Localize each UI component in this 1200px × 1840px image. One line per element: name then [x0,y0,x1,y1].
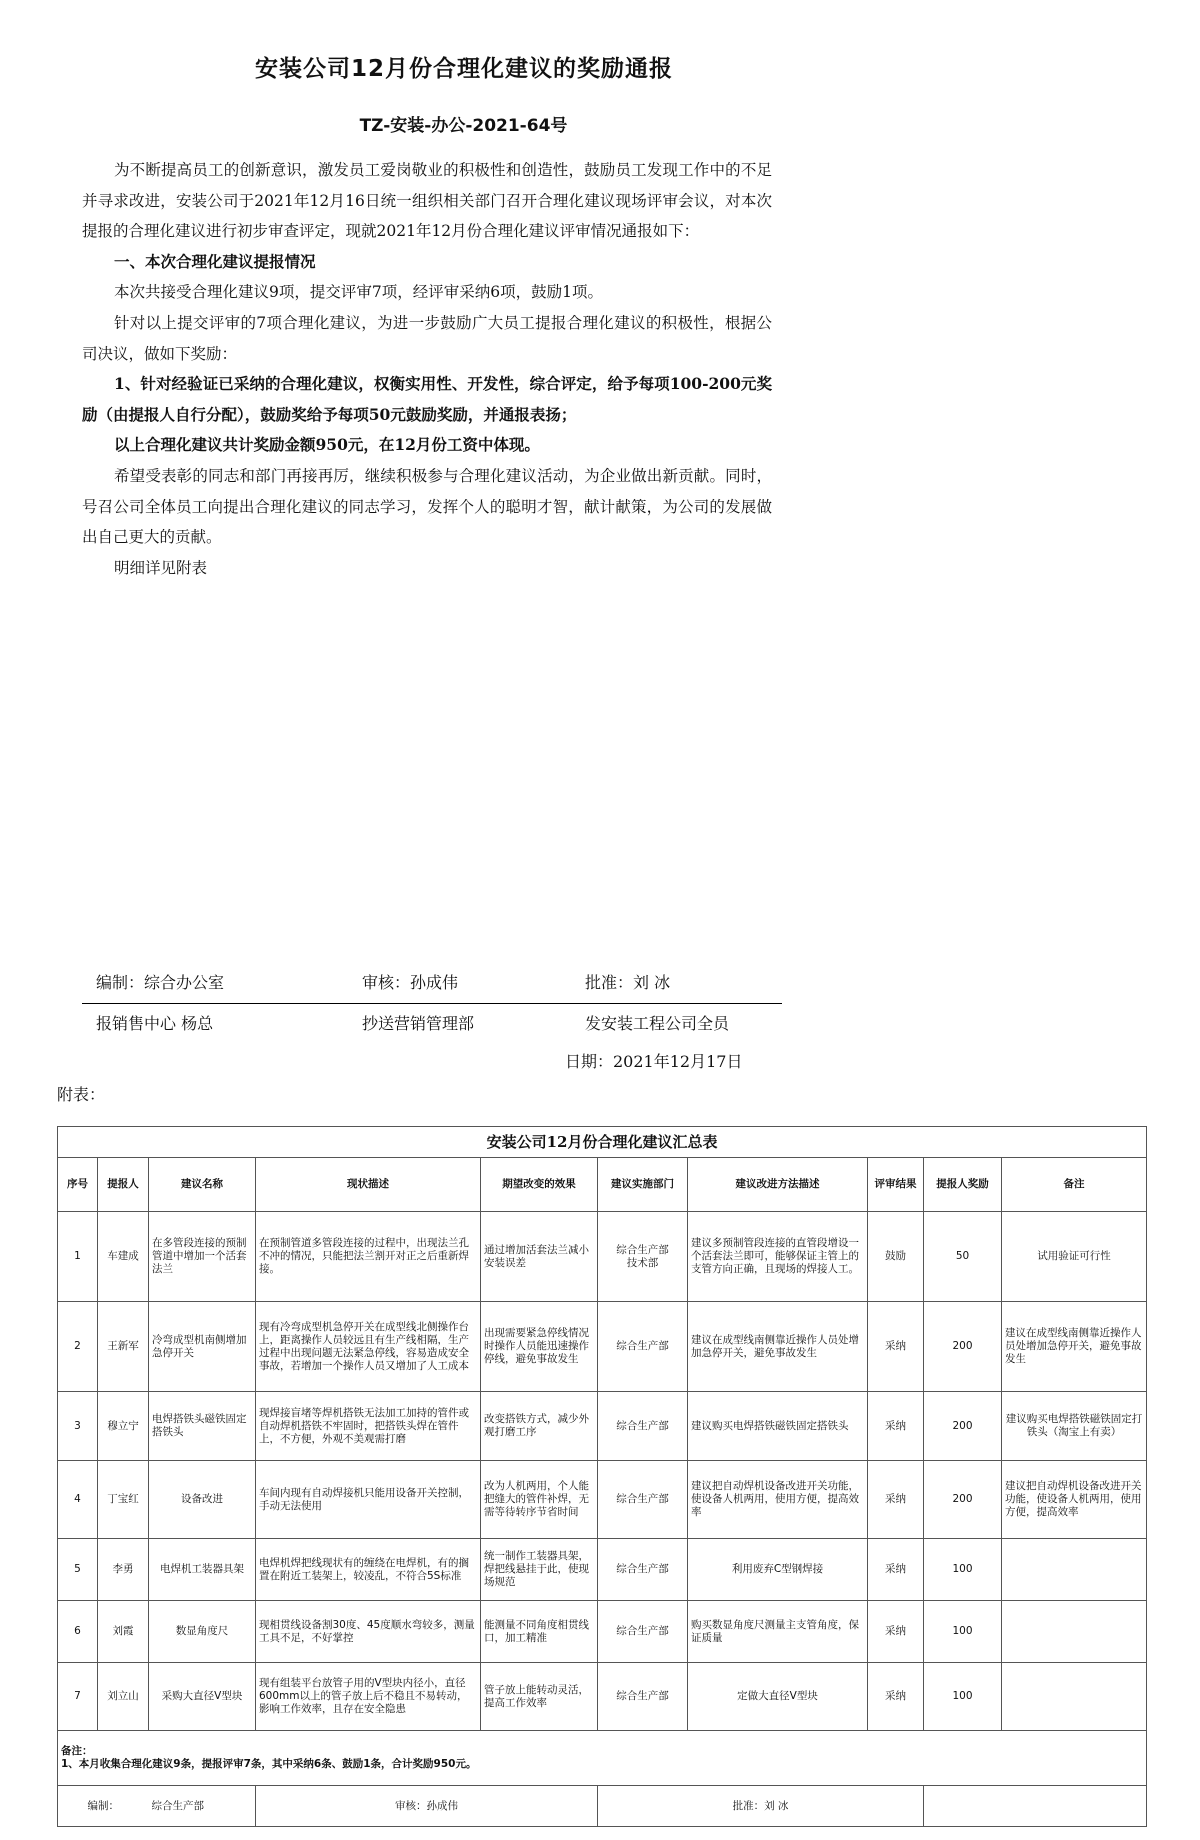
footer-editor-label: 编制： [58,1786,149,1827]
column-header: 现状描述 [256,1158,481,1212]
table-header-row [58,1158,1147,1212]
cell-status: 车间内现有自动焊接机只能用设备开关控制，手动无法使用 [256,1461,481,1539]
document-title: 安装公司12月份合理化建议的奖励通报 [254,56,673,82]
cell-no: 7 [58,1663,98,1731]
cell-no: 1 [58,1212,98,1302]
reviewer-text: 审核：孙成伟 [362,973,459,992]
summary-table [57,1126,1147,1827]
cell-dept: 综合生产部 [598,1461,688,1539]
cell-remark [1002,1539,1147,1601]
cell-reward: 100 [924,1601,1002,1663]
document-body [82,155,772,583]
cell-dept: 综合生产部 [598,1392,688,1461]
paragraph: 明细详见附表 [114,558,208,577]
cell-person: 丁宝红 [98,1461,149,1539]
appendix-label: 附表： [57,1085,106,1104]
table-row [58,1392,1147,1461]
notes-label: 备注： [61,1745,93,1757]
table-title: 安装公司12月份合理化建议汇总表 [58,1127,1147,1158]
cell-dept: 综合生产部 [598,1302,688,1392]
cell-no: 5 [58,1539,98,1601]
copy-to-text: 抄送营销管理部 [362,1014,475,1033]
cell-result: 采纳 [868,1392,924,1461]
cell-effect: 通过增加活套法兰减小安装误差 [481,1212,598,1302]
send-to-text: 发安装工程公司全员 [585,1014,730,1033]
table-row [58,1663,1147,1731]
cell-name: 数显角度尺 [149,1601,256,1663]
document-number: TZ-安装-办公-2021-64号 [359,116,568,136]
cell-name: 在多管段连接的预制管道中增加一个活套法兰 [149,1212,256,1302]
cell-effect: 出现需要紧急停线情况时操作人员能迅速操作停线，避免事故发生 [481,1302,598,1392]
cell-result: 采纳 [868,1601,924,1663]
cell-status: 现焊接盲堵等焊机搭铁无法加工加持的管件或自动焊机搭铁不牢固时，把搭铁头焊在管件上，不方便，外观不美观需打磨 [256,1392,481,1461]
table-notes-row [58,1731,1147,1786]
cell-method: 建议多预制管段连接的直管段增设一个活套法兰即可，能够保证主管上的支管方向正确，且现场的焊接人工。 [688,1212,868,1302]
cell-method: 定做大直径V型块 [688,1663,868,1731]
paragraph: 希望受表彰的同志和部门再接再厉，继续积极参与合理化建议活动，为企业做出新贡献。同时，号召公司全体员工向提出合理化建议的同志学习，发挥个人的聪明才智，献计献策，为公司的发展做出自己更大的贡献。 [82,466,772,547]
cell-result: 采纳 [868,1539,924,1601]
footer-editor-value: 综合生产部 [149,1786,256,1827]
cell-name: 电焊机工装器具架 [149,1539,256,1601]
cell-effect: 改变搭铁方式，减少外观打磨工序 [481,1392,598,1461]
column-header: 建议改进方法描述 [688,1158,868,1212]
footer-approver: 批准：刘 冰 [598,1786,924,1827]
approver-text: 批准：刘 冰 [585,973,671,992]
cell-no: 2 [58,1302,98,1392]
cell-remark [1002,1601,1147,1663]
cell-person: 王新军 [98,1302,149,1392]
cell-dept: 综合生产部 技术部 [598,1212,688,1302]
cell-remark: 建议购买电焊搭铁磁铁固定打铁头（淘宝上有卖） [1002,1392,1147,1461]
cell-effect: 管子放上能转动灵活，提高工作效率 [481,1663,598,1731]
cell-remark [1002,1663,1147,1731]
cell-status: 现相贯线设备割30度、45度顺水弯较多，测量工具不足，不好掌控 [256,1601,481,1663]
cell-reward: 100 [924,1663,1002,1731]
cell-no: 4 [58,1461,98,1539]
report-to-text: 报销售中心 杨总 [96,1014,214,1033]
cell-no: 6 [58,1601,98,1663]
footer-blank [924,1786,1147,1827]
column-header: 提报人奖励 [924,1158,1002,1212]
cell-person: 穆立宁 [98,1392,149,1461]
cell-reward: 50 [924,1212,1002,1302]
paragraph: 本次共接受合理化建议9项，提交评审7项，经评审采纳6项，鼓励1项。 [114,283,603,302]
cell-status: 电焊机焊把线现状有的缠绕在电焊机，有的搁置在附近工装架上，较凌乱，不符合5S标准 [256,1539,481,1601]
column-header: 备注 [1002,1158,1147,1212]
column-header: 提报人 [98,1158,149,1212]
cell-status: 现有冷弯成型机急停开关在成型线北侧操作台上，距离操作人员较远且有生产线相隔，生产过程中出现问题无法紧急停线，容易造成安全事故，若增加一个操作人员又增加了人工成本 [256,1302,481,1392]
cell-effect: 统一制作工装器具架，焊把线悬挂于此，使现场规范 [481,1539,598,1601]
cell-remark: 试用验证可行性 [1002,1212,1147,1302]
notes-text: 1、本月收集合理化建议9条，提报评审7条，其中采纳6条、鼓励1条，合计奖励950元。 [61,1758,477,1770]
cell-dept: 综合生产部 [598,1539,688,1601]
cell-effect: 能测量不同角度相贯线口，加工精准 [481,1601,598,1663]
document-date: 日期：2021年12月17日 [565,1052,743,1071]
signoff-divider [82,1003,782,1004]
total-paragraph: 以上合理化建议共计奖励金额950元，在12月份工资中体现。 [114,435,540,455]
cell-person: 车建成 [98,1212,149,1302]
cell-name: 电焊搭铁头磁铁固定搭铁头 [149,1392,256,1461]
cell-remark: 建议在成型线南侧靠近操作人员处增加急停开关，避免事故发生 [1002,1302,1147,1392]
table-row [58,1461,1147,1539]
cell-result: 采纳 [868,1302,924,1392]
footer-reviewer: 审核：孙成伟 [256,1786,598,1827]
table-row [58,1601,1147,1663]
cell-result: 采纳 [868,1461,924,1539]
cell-method: 建议购买电焊搭铁磁铁固定搭铁头 [688,1392,868,1461]
cell-method: 利用废弃C型钢焊接 [688,1539,868,1601]
column-header: 建议实施部门 [598,1158,688,1212]
cell-name: 冷弯成型机南侧增加急停开关 [149,1302,256,1392]
cell-reward: 100 [924,1539,1002,1601]
table-footer-row [58,1786,1147,1827]
cell-result: 鼓励 [868,1212,924,1302]
table-row [58,1539,1147,1601]
cell-person: 刘霞 [98,1601,149,1663]
cell-effect: 改为人机两用，个人能把缝大的管件补焊，无需等待转序节省时间 [481,1461,598,1539]
column-header: 期望改变的效果 [481,1158,598,1212]
intro-paragraph: 为不断提高员工的创新意识，激发员工爱岗敬业的积极性和创造性，鼓励员工发现工作中的不足并寻求改进，安装公司于2021年12月16日统一组织相关部门召开合理化建议现场评审会议，对本次提报的合理化建议进行初步审查评定，现就2021年12月份合理化建议评审情况通报如下： [82,161,772,241]
cell-no: 3 [58,1392,98,1461]
editor-text: 编制：综合办公室 [96,973,225,992]
cell-reward: 200 [924,1461,1002,1539]
notes-cell [58,1731,1147,1786]
table-row [58,1212,1147,1302]
cell-name: 采购大直径V型块 [149,1663,256,1731]
paragraph: 针对以上提交评审的7项合理化建议，为进一步鼓励广大员工提报合理化建议的积极性，根据公司决议，做如下奖励： [82,313,772,363]
table-row [58,1302,1147,1392]
column-header: 评审结果 [868,1158,924,1212]
column-header: 序号 [58,1158,98,1212]
reward-paragraph: 1、针对经验证已采纳的合理化建议，权衡实用性、开发性，综合评定，给予每项100-200元奖励（由提报人自行分配），鼓励奖给予每项50元鼓励奖励，并通报表扬； [82,374,772,424]
cell-person: 李勇 [98,1539,149,1601]
cell-reward: 200 [924,1302,1002,1392]
cell-remark: 建议把自动焊机设备改进开关功能，使设备人机两用，使用方便，提高效率 [1002,1461,1147,1539]
cell-method: 建议把自动焊机设备改进开关功能，使设备人机两用，使用方便，提高效率 [688,1461,868,1539]
cell-reward: 200 [924,1392,1002,1461]
cell-status: 现有组装平台放管子用的V型块内径小，直径600mm以上的管子放上后不稳且不易转动，影响工作效率，且存在安全隐患 [256,1663,481,1731]
section-heading: 一、本次合理化建议提报情况 [114,252,316,271]
cell-person: 刘立山 [98,1663,149,1731]
column-header: 建议名称 [149,1158,256,1212]
cell-status: 在预制管道多管段连接的过程中，出现法兰孔不冲的情况，只能把法兰割开对正之后重新焊接。 [256,1212,481,1302]
cell-method: 购买数显角度尺测量主支管角度，保证质量 [688,1601,868,1663]
cell-result: 采纳 [868,1663,924,1731]
cell-method: 建议在成型线南侧靠近操作人员处增加急停开关，避免事故发生 [688,1302,868,1392]
cell-dept: 综合生产部 [598,1663,688,1731]
cell-dept: 综合生产部 [598,1601,688,1663]
cell-name: 设备改进 [149,1461,256,1539]
